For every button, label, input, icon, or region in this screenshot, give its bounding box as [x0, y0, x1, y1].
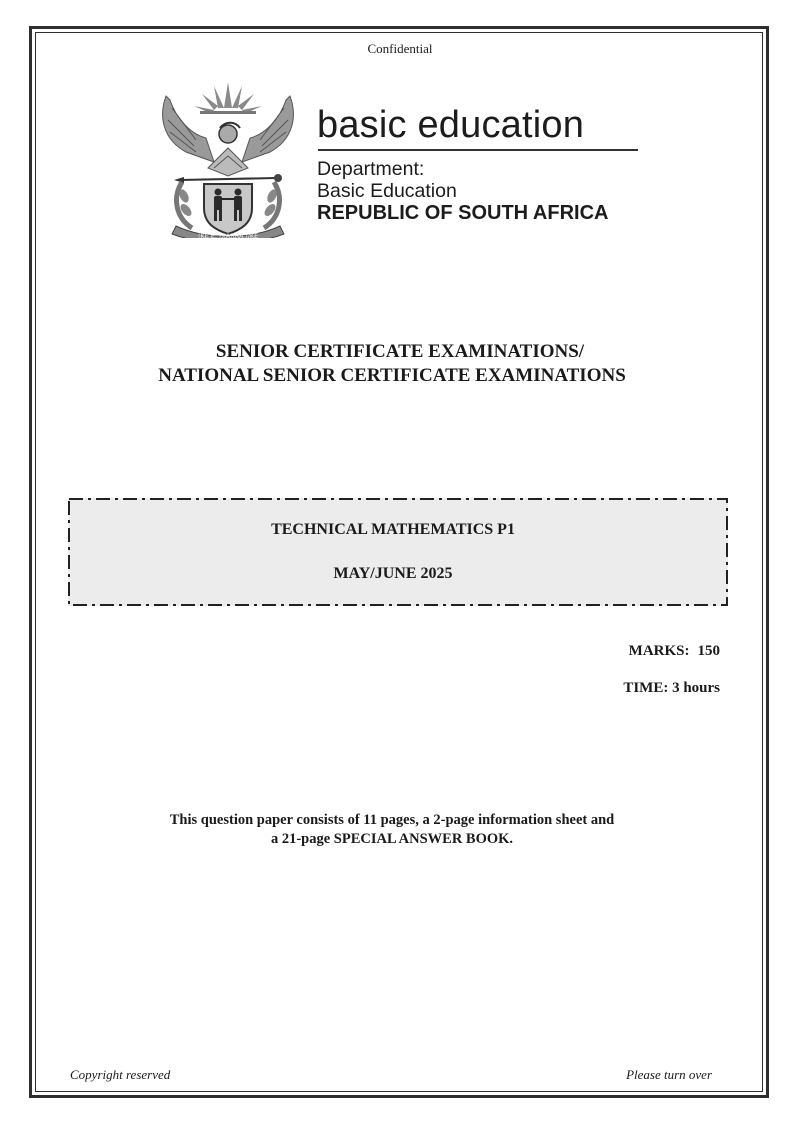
time-info — [623, 680, 720, 697]
marks-value: 150 — [697, 643, 720, 659]
subject-box — [68, 498, 728, 606]
exam-session: MAY/JUNE 2025 — [333, 565, 453, 582]
country-name: REPUBLIC OF SOUTH AFRICA — [317, 202, 609, 224]
marks-label: MARKS: — [628, 643, 690, 659]
notice-line-2: a 21-page SPECIAL ANSWER BOOK. — [270, 831, 514, 847]
notice-line-1: This question paper consists of 11 pages, a 2-page information sheet and — [169, 812, 615, 828]
turn-over-notice: Please turn over — [626, 1067, 712, 1082]
paper-composition-notice — [0, 811, 792, 849]
subject-name: TECHNICAL MATHEMATICS P1 — [271, 521, 515, 538]
copyright-notice: Copyright reserved — [70, 1067, 171, 1082]
department-name: Basic Education — [317, 180, 457, 202]
marks-info — [629, 643, 720, 660]
exam-title-line-1: SENIOR CERTIFICATE EXAMINATIONS/ — [215, 341, 585, 362]
time-label: TIME: — [623, 680, 669, 696]
brand-underline — [318, 149, 638, 151]
crest-motto: !KE E: /XARRA //KE — [197, 232, 259, 238]
brand-wordmark: basic education — [317, 104, 585, 146]
exam-title-line-2: NATIONAL SENIOR CERTIFICATE EXAMINATIONS — [158, 365, 626, 386]
time-value: 3 hours — [672, 680, 720, 696]
confidential-label: Confidential — [367, 41, 433, 56]
department-label: Department: — [317, 158, 425, 180]
coat-of-arms-icon — [156, 78, 300, 238]
